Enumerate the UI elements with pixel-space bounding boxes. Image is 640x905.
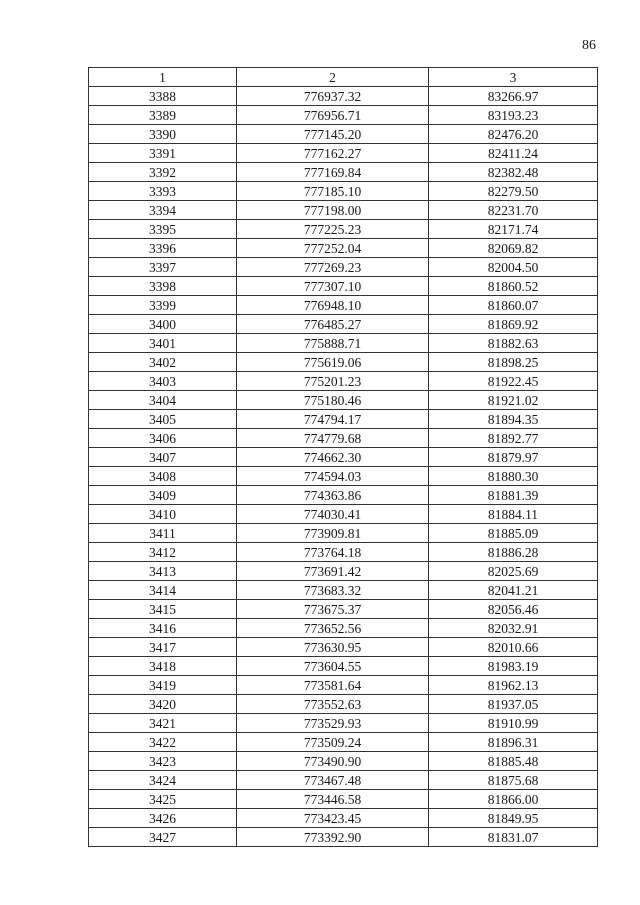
table-cell-col-2: 773552.63 — [237, 695, 429, 714]
table-row — [89, 410, 598, 429]
table-cell-col-1: 3426 — [89, 809, 237, 828]
table-cell-col-1: 3415 — [89, 600, 237, 619]
table-cell-col-1: 3405 — [89, 410, 237, 429]
table-cell-col-2: 777145.20 — [237, 125, 429, 144]
table-cell-col-2: 776956.71 — [237, 106, 429, 125]
table-cell-col-3: 81875.68 — [429, 771, 598, 790]
table-row — [89, 87, 598, 106]
table-row — [89, 315, 598, 334]
table-row — [89, 125, 598, 144]
table-cell-col-3: 81983.19 — [429, 657, 598, 676]
table-cell-col-1: 3414 — [89, 581, 237, 600]
table-cell-col-3: 81894.35 — [429, 410, 598, 429]
table-cell-col-3: 81896.31 — [429, 733, 598, 752]
table-cell-col-3: 82382.48 — [429, 163, 598, 182]
coordinates-table — [88, 67, 598, 847]
table-cell-col-1: 3399 — [89, 296, 237, 315]
table-cell-col-2: 777185.10 — [237, 182, 429, 201]
table-cell-col-3: 81881.39 — [429, 486, 598, 505]
table-cell-col-2: 773630.95 — [237, 638, 429, 657]
table-cell-col-3: 82171.74 — [429, 220, 598, 239]
table-cell-col-2: 773529.93 — [237, 714, 429, 733]
table-cell-col-3: 81922.45 — [429, 372, 598, 391]
table-cell-col-3: 81937.05 — [429, 695, 598, 714]
table-cell-col-2: 773467.48 — [237, 771, 429, 790]
table-cell-col-3: 81849.95 — [429, 809, 598, 828]
table-cell-col-1: 3401 — [89, 334, 237, 353]
table-cell-col-2: 774030.41 — [237, 505, 429, 524]
table-cell-col-3: 83266.97 — [429, 87, 598, 106]
table-cell-col-1: 3417 — [89, 638, 237, 657]
table-cell-col-1: 3390 — [89, 125, 237, 144]
table-cell-col-2: 774363.86 — [237, 486, 429, 505]
table-cell-col-2: 773909.81 — [237, 524, 429, 543]
table-cell-col-2: 775201.23 — [237, 372, 429, 391]
table-row — [89, 182, 598, 201]
table-row — [89, 201, 598, 220]
table-cell-col-1: 3397 — [89, 258, 237, 277]
table-row — [89, 676, 598, 695]
table-row — [89, 657, 598, 676]
table-row — [89, 334, 598, 353]
table-cell-col-3: 81962.13 — [429, 676, 598, 695]
table-row — [89, 695, 598, 714]
table-cell-col-2: 777225.23 — [237, 220, 429, 239]
page-number: 86 — [582, 38, 596, 53]
table-row — [89, 809, 598, 828]
table-cell-col-2: 774594.03 — [237, 467, 429, 486]
table-cell-col-3: 81860.52 — [429, 277, 598, 296]
table-cell-col-3: 83193.23 — [429, 106, 598, 125]
table-cell-col-2: 773652.56 — [237, 619, 429, 638]
table-cell-col-1: 3411 — [89, 524, 237, 543]
table-cell-col-1: 3419 — [89, 676, 237, 695]
table-row — [89, 771, 598, 790]
table-row — [89, 448, 598, 467]
table-row — [89, 372, 598, 391]
table-row — [89, 543, 598, 562]
table-cell-col-1: 3422 — [89, 733, 237, 752]
table-cell-col-2: 776485.27 — [237, 315, 429, 334]
table-cell-col-1: 3408 — [89, 467, 237, 486]
table-row — [89, 600, 598, 619]
table-row — [89, 277, 598, 296]
table-row — [89, 429, 598, 448]
table-row — [89, 486, 598, 505]
column-header-3: 3 — [429, 68, 598, 87]
table-cell-col-1: 3406 — [89, 429, 237, 448]
table-cell-col-3: 82069.82 — [429, 239, 598, 258]
table-row — [89, 239, 598, 258]
table-cell-col-1: 3395 — [89, 220, 237, 239]
table-cell-col-3: 81866.00 — [429, 790, 598, 809]
column-header-2: 2 — [237, 68, 429, 87]
table-cell-col-2: 773509.24 — [237, 733, 429, 752]
table-cell-col-3: 82041.21 — [429, 581, 598, 600]
table-cell-col-2: 773446.58 — [237, 790, 429, 809]
table-cell-col-1: 3410 — [89, 505, 237, 524]
table-cell-col-3: 82231.70 — [429, 201, 598, 220]
table-row — [89, 619, 598, 638]
table-row — [89, 106, 598, 125]
table-row — [89, 790, 598, 809]
table-cell-col-2: 774662.30 — [237, 448, 429, 467]
table-cell-col-2: 777198.00 — [237, 201, 429, 220]
table-cell-col-2: 775619.06 — [237, 353, 429, 372]
column-header-1: 1 — [89, 68, 237, 87]
table-cell-col-1: 3396 — [89, 239, 237, 258]
table-cell-col-2: 773675.37 — [237, 600, 429, 619]
table-cell-col-2: 777307.10 — [237, 277, 429, 296]
table-row — [89, 505, 598, 524]
table-cell-col-3: 82025.69 — [429, 562, 598, 581]
table-row — [89, 828, 598, 847]
table-cell-col-1: 3409 — [89, 486, 237, 505]
table-cell-col-3: 82411.24 — [429, 144, 598, 163]
table-row — [89, 581, 598, 600]
table-cell-col-1: 3427 — [89, 828, 237, 847]
table-cell-col-3: 82056.46 — [429, 600, 598, 619]
table-cell-col-2: 773683.32 — [237, 581, 429, 600]
table-row — [89, 733, 598, 752]
table-row — [89, 752, 598, 771]
table-cell-col-1: 3424 — [89, 771, 237, 790]
table-cell-col-3: 82032.91 — [429, 619, 598, 638]
table-row — [89, 353, 598, 372]
table-cell-col-1: 3392 — [89, 163, 237, 182]
table-cell-col-2: 775180.46 — [237, 391, 429, 410]
table-cell-col-3: 81921.02 — [429, 391, 598, 410]
table-row — [89, 163, 598, 182]
table-cell-col-1: 3416 — [89, 619, 237, 638]
table-row — [89, 144, 598, 163]
table-cell-col-3: 81879.97 — [429, 448, 598, 467]
table-cell-col-2: 773764.18 — [237, 543, 429, 562]
table-row — [89, 296, 598, 315]
table-row — [89, 467, 598, 486]
table-cell-col-2: 775888.71 — [237, 334, 429, 353]
table-cell-col-3: 81892.77 — [429, 429, 598, 448]
table-cell-col-3: 81869.92 — [429, 315, 598, 334]
table-cell-col-2: 773581.64 — [237, 676, 429, 695]
table-cell-col-3: 81885.48 — [429, 752, 598, 771]
table-row — [89, 714, 598, 733]
table-cell-col-2: 777269.23 — [237, 258, 429, 277]
table-cell-col-2: 773423.45 — [237, 809, 429, 828]
table-row — [89, 391, 598, 410]
table-cell-col-3: 81860.07 — [429, 296, 598, 315]
table-cell-col-1: 3398 — [89, 277, 237, 296]
table-cell-col-2: 773691.42 — [237, 562, 429, 581]
table-cell-col-2: 774794.17 — [237, 410, 429, 429]
table-cell-col-1: 3403 — [89, 372, 237, 391]
table-cell-col-3: 81885.09 — [429, 524, 598, 543]
table-row — [89, 524, 598, 543]
table-cell-col-1: 3393 — [89, 182, 237, 201]
table-cell-col-2: 773490.90 — [237, 752, 429, 771]
table-cell-col-3: 82004.50 — [429, 258, 598, 277]
table-cell-col-1: 3389 — [89, 106, 237, 125]
table-cell-col-3: 81898.25 — [429, 353, 598, 372]
table-cell-col-1: 3404 — [89, 391, 237, 410]
table-header-row — [89, 68, 598, 87]
table-cell-col-1: 3388 — [89, 87, 237, 106]
table-cell-col-1: 3394 — [89, 201, 237, 220]
table-cell-col-3: 82279.50 — [429, 182, 598, 201]
table-cell-col-1: 3412 — [89, 543, 237, 562]
table-row — [89, 562, 598, 581]
table-cell-col-3: 81886.28 — [429, 543, 598, 562]
table-row — [89, 258, 598, 277]
table-cell-col-1: 3421 — [89, 714, 237, 733]
table-cell-col-3: 81880.30 — [429, 467, 598, 486]
table-cell-col-2: 776937.32 — [237, 87, 429, 106]
table-cell-col-1: 3413 — [89, 562, 237, 581]
table-cell-col-3: 81884.11 — [429, 505, 598, 524]
table-cell-col-2: 773392.90 — [237, 828, 429, 847]
table-cell-col-3: 81882.63 — [429, 334, 598, 353]
table-row — [89, 638, 598, 657]
table-cell-col-3: 81831.07 — [429, 828, 598, 847]
table-cell-col-1: 3423 — [89, 752, 237, 771]
table-cell-col-3: 81910.99 — [429, 714, 598, 733]
table-cell-col-1: 3402 — [89, 353, 237, 372]
table-cell-col-2: 774779.68 — [237, 429, 429, 448]
table-cell-col-3: 82476.20 — [429, 125, 598, 144]
table-cell-col-1: 3420 — [89, 695, 237, 714]
table-row — [89, 220, 598, 239]
table-cell-col-1: 3400 — [89, 315, 237, 334]
table-cell-col-2: 773604.55 — [237, 657, 429, 676]
table-cell-col-1: 3418 — [89, 657, 237, 676]
table-cell-col-1: 3391 — [89, 144, 237, 163]
table-cell-col-3: 82010.66 — [429, 638, 598, 657]
table-cell-col-2: 776948.10 — [237, 296, 429, 315]
table-cell-col-2: 777169.84 — [237, 163, 429, 182]
table-cell-col-1: 3425 — [89, 790, 237, 809]
table-cell-col-2: 777162.27 — [237, 144, 429, 163]
table-cell-col-2: 777252.04 — [237, 239, 429, 258]
table-cell-col-1: 3407 — [89, 448, 237, 467]
